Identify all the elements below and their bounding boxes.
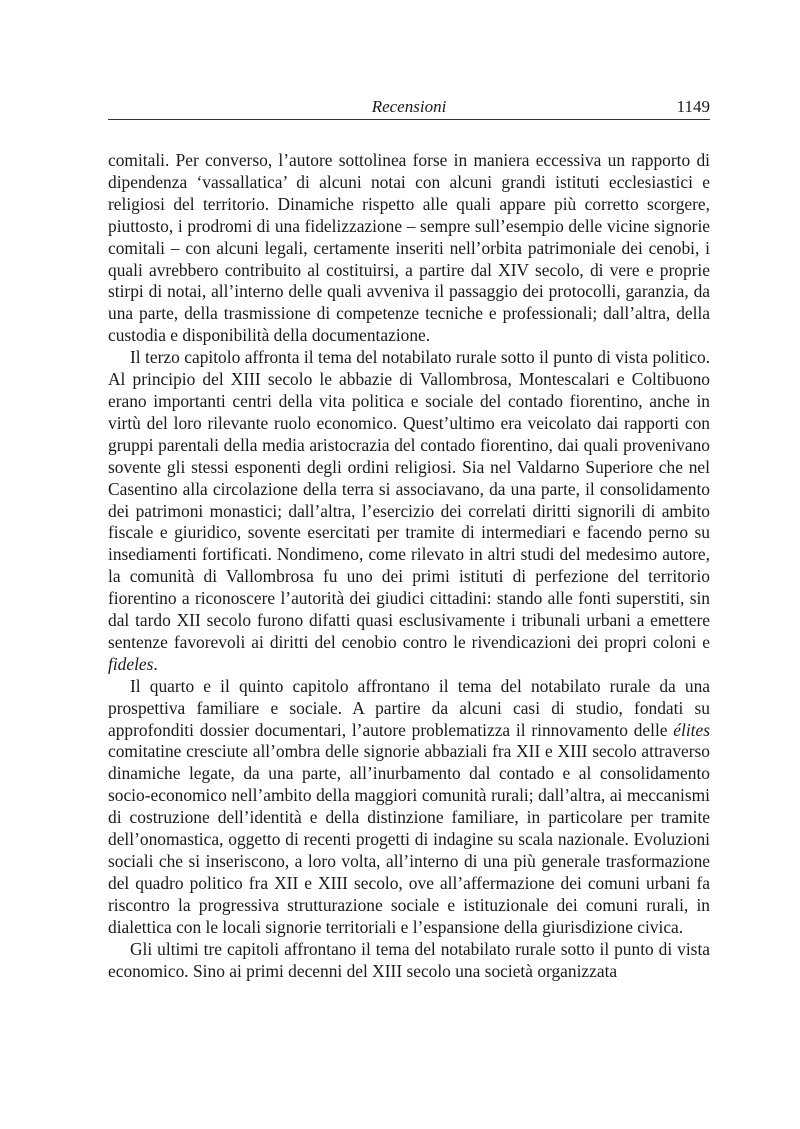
italic-term-elites: élites: [673, 719, 710, 740]
italic-term-fideles: fideles: [108, 653, 154, 674]
paragraph-text: Il terzo capitolo affronta il tema del notabilato rurale sotto il punto di vista politico. Al principio del XIII secolo le abbazie di Vallombrosa, Montescalari e Coltibuono erano importanti centri della vita politica e sociale del contado fiorentino, anche in virtù del loro rilevante ruolo economico. Quest’ultimo era veicolato dai rapporti con gruppi parentali della media aristocrazia del contado fiorentino, dai quali provenivano sovente gli stessi esponenti degli ordini religiosi. Sia nel Valdarno Superiore che nel Casentino alla circolazione della terra si associavano, da una parte, il consolidamento dei patrimoni monastici; dall’altra, l’esercizio dei correlati diritti signorili di ambito fiscale e giuridico, sovente esercitati per tramite di intermediari e facendo perno su insediamenti fortificati. Nondimeno, come rilevato in altri studi del medesimo autore, la comunità di Vallombrosa fu uno dei primi istituti di perfezione del territorio fiorentino a riconoscere l’autorità dei giudici cittadini: stando alle fonti superstiti, sin dal tardo XII secolo furono difatti quasi esclusivamente i tribunali urbani a emettere sentenze favorevoli ai diritti del cenobio contro le rivendicazioni dei propri coloni e: [108, 347, 710, 652]
running-header: [108, 97, 710, 120]
body-text: [108, 150, 710, 982]
paragraph-4: [108, 939, 710, 983]
paragraph-text: comitatine cresciute all’ombra delle signorie abbaziali fra XII e XIII secolo attraverso dinamiche legate, da una parte, all’inurbamento dal contado e al consolidamento socio-economico nell’ambito della maggiori comunità rurali; dall’altra, ai meccanismi di costruzione dell’identità e della distinzione familiare, in particolare per tramite dell’onomastica, oggetto di recenti progetti di indagine su scala nazionale. Evoluzioni sociali che si inseriscono, a loro volta, all’interno di una più generale trasformazione del quadro politico fra XII e XIII secolo, ove all’affermazione dei comuni urbani fa riscontro la progressiva strutturazione sociale e istituzionale dei comuni rurali, in dialettica con le locali signorie territoriali e l’espansione della giurisdizione civica.: [108, 741, 710, 937]
paragraph-3: [108, 676, 710, 939]
paragraph-2: [108, 347, 710, 676]
paragraph-text: Gli ultimi tre capitoli affrontano il tema del notabilato rurale sotto il punto di vista economico. Sino ai primi decenni del XIII secolo una società organizzata: [108, 938, 710, 981]
paragraph-text: Il quarto e il quinto capitolo affrontano il tema del notabilato rurale da una prospettiva familiare e sociale. A partire da alcuni casi di studio, fondati su approfonditi dossier documentari, l’autore problematizza il rinnovamento delle: [108, 675, 710, 740]
running-title: Recensioni: [371, 97, 447, 116]
paragraph-text: .: [153, 653, 158, 674]
page-number: 1149: [676, 97, 710, 116]
paragraph-text: comitali. Per converso, l’autore sottolinea forse in maniera eccessiva un rapporto di dipendenza ‘vassallatica’ di alcuni notai con alcuni grandi istituti ecclesiastici e religiosi del territorio. Dinamiche rispetto alle quali appare più corretto scorgere, piuttosto, i prodromi di una fidelizzazione – sempre sull’esempio delle vicine signorie comitali – con alcuni legali, certamente inseriti nell’orbita patrimoniale dei cenobi, i quali avrebbero contribuito al costituirsi, a partire dal XIV secolo, di vere e proprie stirpi di notai, all’interno delle quali avveniva il passaggio dei protocolli, garanzia, da una parte, della trasmissione di competenze tecniche e professionali; dall’altra, della custodia e disponibilità della documentazione.: [108, 150, 710, 346]
paragraph-1: [108, 150, 710, 347]
